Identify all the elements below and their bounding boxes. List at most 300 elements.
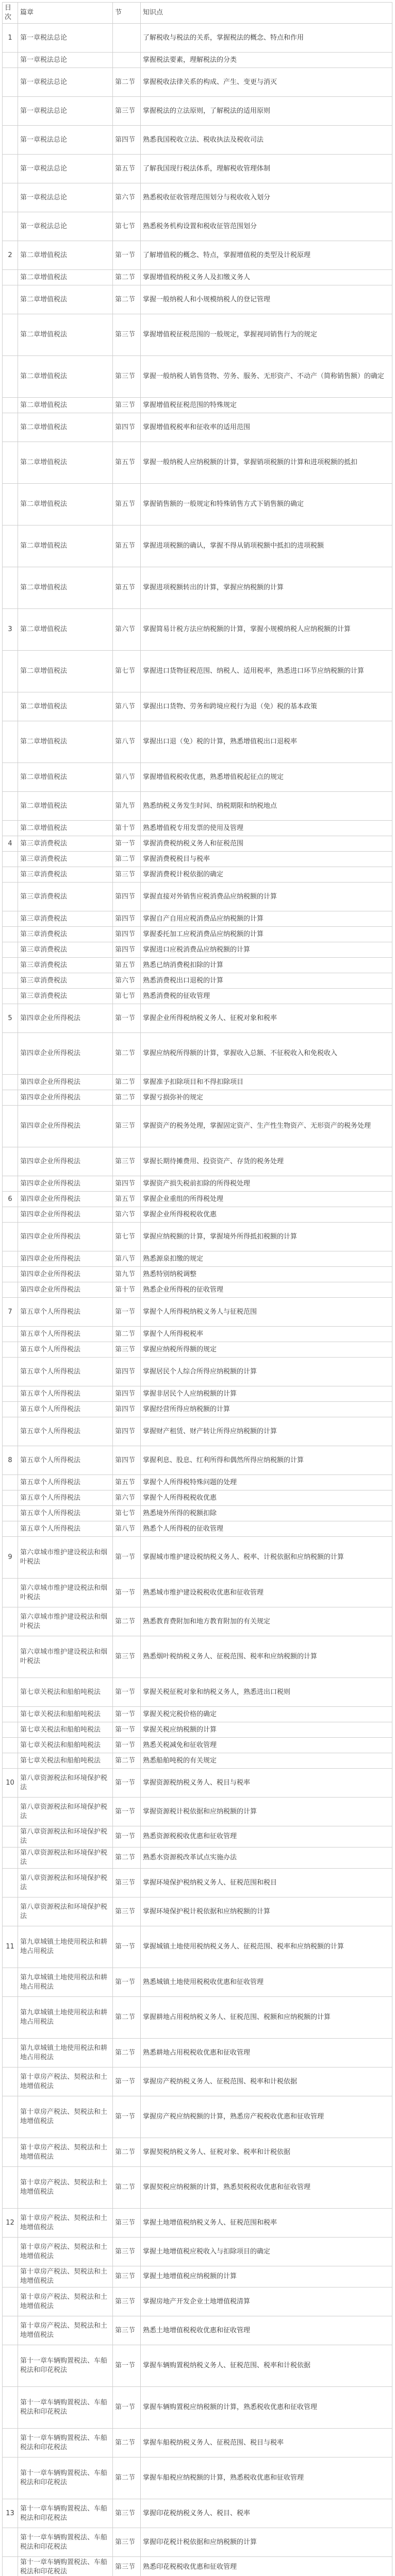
table-row xyxy=(3,1707,392,1722)
row-day-cell xyxy=(3,2266,18,2287)
table-row xyxy=(3,1358,392,1386)
row-day-cell xyxy=(3,2528,18,2557)
row-section-cell: 第四节 xyxy=(113,883,141,911)
row-section-cell: 第七节 xyxy=(113,651,141,692)
table-header-row xyxy=(3,3,392,24)
row-knowledge-cell: 掌握亏损弥补的规定 xyxy=(141,1090,392,1106)
table-row xyxy=(3,1223,392,1251)
row-section-cell: 第一节 xyxy=(113,1968,141,1997)
table-row xyxy=(3,1298,392,1327)
table-body xyxy=(3,24,392,2576)
row-section-cell: 第三节 xyxy=(113,867,141,883)
row-knowledge-cell: 掌握委托加工应税消费品应纳税额的计算 xyxy=(141,927,392,942)
table-row xyxy=(3,2067,392,2096)
row-section-cell: 第四节 xyxy=(113,1358,141,1386)
row-section-cell: 第二节 xyxy=(113,270,141,285)
row-knowledge-cell: 掌握关税应纳税额的计算 xyxy=(141,1722,392,1738)
table-row xyxy=(3,836,392,852)
row-knowledge-cell: 掌握房产税纳税义务人、征税范围、税率和计税依据 xyxy=(141,2067,392,2096)
row-section-cell: 第七节 xyxy=(113,1223,141,1251)
row-knowledge-cell: 掌握一般纳税人销售货物、劳务、服务、无形资产、不动产（简称销售额）的确定 xyxy=(141,356,392,398)
row-section-cell: 第七节 xyxy=(113,1506,141,1521)
row-section-cell: 第二节 xyxy=(113,1090,141,1106)
row-section-cell: 第四节 xyxy=(113,1417,141,1446)
row-day-cell xyxy=(3,1386,18,1402)
row-section-cell xyxy=(113,24,141,53)
table-row xyxy=(3,1506,392,1521)
table-row xyxy=(3,270,392,285)
row-section-cell: 第四节 xyxy=(113,911,141,927)
table-row xyxy=(3,852,392,867)
row-chapter-cell: 第一章税法总论 xyxy=(18,24,113,53)
row-knowledge-cell: 掌握应纳税所得额的计算，掌握收入总额、不征税收入和免税收入 xyxy=(141,1033,392,1075)
row-section-cell: 第三节 xyxy=(113,2316,141,2345)
row-chapter-cell: 第九章城镇土地使用税法和耕地占用税法 xyxy=(18,1968,113,1997)
row-section-cell: 第三节 xyxy=(113,2528,141,2557)
row-chapter-cell: 第八章资源税法和环境保护税法 xyxy=(18,1848,113,1869)
row-day-cell: 6 xyxy=(3,1192,18,1207)
row-chapter-cell: 第二章增值税法 xyxy=(18,398,113,413)
row-chapter-cell: 第二章增值税法 xyxy=(18,484,113,526)
row-knowledge-cell: 掌握环境保护税纳税义务人、征税范围和税目 xyxy=(141,1869,392,1897)
row-chapter-cell: 第九章城镇土地使用税法和耕地占用税法 xyxy=(18,2039,113,2067)
row-day-cell xyxy=(3,1475,18,1490)
row-section-cell: 第八节 xyxy=(113,1521,141,1537)
row-knowledge-cell: 掌握增值税征税范围的特殊规定 xyxy=(141,398,392,413)
row-knowledge-cell: 掌握城镇土地使用税纳税义务人、征税范围、税率和应纳税额的计算 xyxy=(141,1926,392,1968)
row-section-cell: 第二节 xyxy=(113,1327,141,1342)
row-section-cell: 第二节 xyxy=(113,2429,141,2458)
row-day-cell xyxy=(3,1342,18,1358)
row-section-cell: 第一节 xyxy=(113,2387,141,2429)
row-knowledge-cell: 熟悉特别纳税调整 xyxy=(141,1267,392,1282)
row-chapter-cell: 第三章消费税法 xyxy=(18,867,113,883)
row-chapter-cell: 第二章增值税法 xyxy=(18,609,113,651)
row-day-cell xyxy=(3,1521,18,1537)
row-chapter-cell: 第五章个人所得税法 xyxy=(18,1342,113,1358)
row-knowledge-cell: 掌握契税纳税义务人、征税对象、税率和计税依据 xyxy=(141,2138,392,2167)
row-chapter-cell: 第四章企业所得税法 xyxy=(18,1004,113,1033)
row-day-cell xyxy=(3,1753,18,1769)
row-day-cell xyxy=(3,1506,18,1521)
row-section-cell: 第四节 xyxy=(113,927,141,942)
row-section-cell: 第七节 xyxy=(113,212,141,241)
row-day-cell xyxy=(3,1402,18,1417)
row-knowledge-cell: 熟悉城市维护建设税税收优惠和征收管理 xyxy=(141,1579,392,1607)
row-chapter-cell: 第十一章车辆购置税法、车船税法和印花税法 xyxy=(18,2499,113,2528)
table-row xyxy=(3,1417,392,1446)
row-knowledge-cell: 熟悉印花税税收优惠和征收管理 xyxy=(141,2557,392,2576)
row-chapter-cell: 第四章企业所得税法 xyxy=(18,1090,113,1106)
row-day-cell xyxy=(3,1636,18,1678)
row-chapter-cell: 第十一章车辆购置税法、车船税法和印花税法 xyxy=(18,2458,113,2499)
row-chapter-cell: 第六章城市维护建设税法和烟叶税法 xyxy=(18,1579,113,1607)
table-row xyxy=(3,2528,392,2557)
row-day-cell: 9 xyxy=(3,1537,18,1579)
table-row xyxy=(3,183,392,212)
row-day-cell xyxy=(3,1897,18,1926)
table-row xyxy=(3,1327,392,1342)
row-day-cell xyxy=(3,958,18,973)
row-chapter-cell: 第四章企业所得税法 xyxy=(18,1282,113,1298)
row-chapter-cell: 第十章房产税法、契税法和土地增值税法 xyxy=(18,2266,113,2287)
row-day-cell: 4 xyxy=(3,836,18,852)
row-knowledge-cell: 掌握土地增值税应税收入与扣除项目的确定 xyxy=(141,2238,392,2266)
table-row xyxy=(3,1033,392,1075)
table-row xyxy=(3,1090,392,1106)
row-knowledge-cell: 熟悉我国税收立法、税收执法及税收司法 xyxy=(141,126,392,155)
table-row xyxy=(3,1738,392,1753)
row-chapter-cell: 第十一章车辆购置税法、车船税法和印花税法 xyxy=(18,2528,113,2557)
row-section-cell xyxy=(113,53,141,68)
row-chapter-cell: 第二章增值税法 xyxy=(18,526,113,567)
row-section-cell: 第一节 xyxy=(113,2067,141,2096)
row-knowledge-cell: 掌握经营所得应纳税额的计算 xyxy=(141,1402,392,1417)
row-chapter-cell: 第三章消费税法 xyxy=(18,852,113,867)
table-row xyxy=(3,1386,392,1402)
row-knowledge-cell: 掌握增值税税收优惠，熟悉增值税起征点的规定 xyxy=(141,763,392,792)
row-chapter-cell: 第一章税法总论 xyxy=(18,212,113,241)
study-plan-sheet xyxy=(2,2,392,2576)
row-knowledge-cell: 熟悉企业所得税的征收管理 xyxy=(141,1282,392,1298)
row-knowledge-cell: 掌握消费税计税依据的确定 xyxy=(141,867,392,883)
row-section-cell: 第三节 xyxy=(113,2209,141,2238)
row-section-cell: 第三节 xyxy=(113,1342,141,1358)
table-row xyxy=(3,867,392,883)
table-row xyxy=(3,2557,392,2576)
row-day-cell xyxy=(3,1327,18,1342)
row-knowledge-cell: 掌握税法要素，理解税法的分类 xyxy=(141,53,392,68)
row-section-cell: 第五节 xyxy=(113,567,141,609)
row-section-cell: 第四节 xyxy=(113,413,141,442)
row-day-cell xyxy=(3,821,18,836)
table-row xyxy=(3,1753,392,1769)
row-day-cell xyxy=(3,484,18,526)
row-section-cell: 第三节 xyxy=(113,1147,141,1176)
row-knowledge-cell: 熟悉教育费附加和地方教育附加的有关规定 xyxy=(141,1607,392,1636)
table-row xyxy=(3,1147,392,1176)
table-row xyxy=(3,1446,392,1475)
row-knowledge-cell: 熟悉税收征收管理范围划分与税收收入划分 xyxy=(141,183,392,212)
row-knowledge-cell: 掌握税法的立法原则，了解税法的适用原则 xyxy=(141,97,392,126)
row-section-cell: 第五节 xyxy=(113,155,141,183)
row-chapter-cell: 第十章房产税法、契税法和土地增值税法 xyxy=(18,2096,113,2138)
row-section-cell: 第四节 xyxy=(113,1386,141,1402)
row-section-cell: 第二节 xyxy=(113,1607,141,1636)
row-day-cell xyxy=(3,883,18,911)
row-day-cell xyxy=(3,97,18,126)
table-row xyxy=(3,609,392,651)
row-day-cell xyxy=(3,852,18,867)
table-row xyxy=(3,1490,392,1506)
row-chapter-cell: 第二章增值税法 xyxy=(18,821,113,836)
table-row xyxy=(3,763,392,792)
row-chapter-cell: 第五章个人所得税法 xyxy=(18,1327,113,1342)
row-day-cell xyxy=(3,1090,18,1106)
row-day-cell xyxy=(3,692,18,721)
row-chapter-cell: 第二章增值税法 xyxy=(18,763,113,792)
row-knowledge-cell: 掌握出口货物、劳务和跨境应税行为退（免）税的基本政策 xyxy=(141,692,392,721)
row-chapter-cell: 第四章企业所得税法 xyxy=(18,1033,113,1075)
row-day-cell xyxy=(3,155,18,183)
row-knowledge-cell: 掌握个人所得税特殊问题的处理 xyxy=(141,1475,392,1490)
row-day-cell: 13 xyxy=(3,2499,18,2528)
table-row xyxy=(3,692,392,721)
row-day-cell xyxy=(3,1267,18,1282)
table-row xyxy=(3,1897,392,1926)
table-row xyxy=(3,314,392,356)
table-row xyxy=(3,1848,392,1869)
table-row xyxy=(3,212,392,241)
row-section-cell: 第三节 xyxy=(113,2238,141,2266)
row-knowledge-cell: 掌握增值税征税范围的一般规定，掌握视同销售行为的规定 xyxy=(141,314,392,356)
row-day-cell xyxy=(3,2287,18,2316)
row-day-cell xyxy=(3,1075,18,1090)
row-day-cell xyxy=(3,314,18,356)
row-section-cell: 第五节 xyxy=(113,1192,141,1207)
row-chapter-cell: 第六章城市维护建设税法和烟叶税法 xyxy=(18,1537,113,1579)
row-section-cell: 第一节 xyxy=(113,1769,141,1798)
row-day-cell xyxy=(3,567,18,609)
row-chapter-cell: 第一章税法总论 xyxy=(18,183,113,212)
row-knowledge-cell: 熟悉源泉扣缴的规定 xyxy=(141,1251,392,1267)
row-section-cell: 第四节 xyxy=(113,126,141,155)
row-day-cell xyxy=(3,1678,18,1707)
table-row xyxy=(3,398,392,413)
row-section-cell: 第三节 xyxy=(113,1897,141,1926)
row-chapter-cell: 第四章企业所得税法 xyxy=(18,1251,113,1267)
row-day-cell xyxy=(3,1968,18,1997)
row-day-cell: 8 xyxy=(3,1446,18,1475)
table-row xyxy=(3,1678,392,1707)
table-row xyxy=(3,2345,392,2387)
row-day-cell xyxy=(3,1848,18,1869)
row-chapter-cell: 第二章增值税法 xyxy=(18,567,113,609)
row-day-cell xyxy=(3,68,18,97)
row-day-cell: 12 xyxy=(3,2209,18,2238)
row-knowledge-cell: 掌握房产税应纳税额的计算，熟悉房产税税收优惠和征收管理 xyxy=(141,2096,392,2138)
table-row xyxy=(3,1475,392,1490)
row-section-cell: 第一节 xyxy=(113,1738,141,1753)
row-chapter-cell: 第二章增值税法 xyxy=(18,721,113,763)
table-row xyxy=(3,1192,392,1207)
row-chapter-cell: 第十章房产税法、契税法和土地增值税法 xyxy=(18,2167,113,2209)
row-day-cell xyxy=(3,1869,18,1897)
row-section-cell: 第三节 xyxy=(113,97,141,126)
row-section-cell: 第三节 xyxy=(113,1869,141,1897)
row-day-cell xyxy=(3,1176,18,1192)
row-knowledge-cell: 熟悉土地增值税税收优惠和征收管理 xyxy=(141,2316,392,2345)
row-day-cell xyxy=(3,2238,18,2266)
row-chapter-cell: 第二章增值税法 xyxy=(18,442,113,484)
row-knowledge-cell: 熟悉税务机构设置和税收征管范围划分 xyxy=(141,212,392,241)
row-day-cell xyxy=(3,1607,18,1636)
row-chapter-cell: 第四章企业所得税法 xyxy=(18,1223,113,1251)
row-day-cell xyxy=(3,2067,18,2096)
study-plan-table xyxy=(2,2,392,2576)
row-chapter-cell: 第三章消费税法 xyxy=(18,911,113,927)
table-row xyxy=(3,285,392,314)
row-knowledge-cell: 掌握资源税计税依据和应纳税额的计算 xyxy=(141,1798,392,1826)
row-knowledge-cell: 熟悉已纳消费税扣除的计算 xyxy=(141,958,392,973)
row-section-cell: 第六节 xyxy=(113,973,141,989)
row-day-cell xyxy=(3,2138,18,2167)
table-row xyxy=(3,1402,392,1417)
row-chapter-cell: 第五章个人所得税法 xyxy=(18,1358,113,1386)
row-day-cell xyxy=(3,1722,18,1738)
row-knowledge-cell: 熟悉增值税专用发票的使用及管理 xyxy=(141,821,392,836)
table-row xyxy=(3,651,392,692)
row-section-cell: 第三节 xyxy=(113,398,141,413)
row-knowledge-cell: 掌握利息、股息、红利所得和偶然所得应纳税额的计算 xyxy=(141,1446,392,1475)
row-day-cell xyxy=(3,2167,18,2209)
row-day-cell xyxy=(3,651,18,692)
table-row xyxy=(3,1521,392,1537)
row-knowledge-cell: 掌握关税完税价格的确定 xyxy=(141,1707,392,1722)
table-row xyxy=(3,241,392,270)
row-section-cell: 第一节 xyxy=(113,1722,141,1738)
row-knowledge-cell: 掌握进口货物征税范围、纳税人、适用税率，熟悉进口环节应纳税额的计算 xyxy=(141,651,392,692)
row-section-cell: 第八节 xyxy=(113,763,141,792)
row-knowledge-cell: 熟悉船舶吨税的有关规定 xyxy=(141,1753,392,1769)
row-chapter-cell: 第二章增值税法 xyxy=(18,792,113,821)
row-knowledge-cell: 熟悉境外所得的税额扣除 xyxy=(141,1506,392,1521)
row-chapter-cell: 第二章增值税法 xyxy=(18,241,113,270)
row-day-cell: 1 xyxy=(3,24,18,53)
row-day-cell: 7 xyxy=(3,1298,18,1327)
row-chapter-cell: 第二章增值税法 xyxy=(18,692,113,721)
table-row xyxy=(3,2316,392,2345)
row-section-cell: 第一节 xyxy=(113,1579,141,1607)
row-section-cell: 第五节 xyxy=(113,958,141,973)
table-row xyxy=(3,2039,392,2067)
row-chapter-cell: 第五章个人所得税法 xyxy=(18,1402,113,1417)
table-row xyxy=(3,413,392,442)
row-chapter-cell: 第五章个人所得税法 xyxy=(18,1386,113,1402)
row-day-cell xyxy=(3,126,18,155)
row-chapter-cell: 第十章房产税法、契税法和土地增值税法 xyxy=(18,2209,113,2238)
row-section-cell: 第二节 xyxy=(113,2138,141,2167)
row-day-cell xyxy=(3,989,18,1004)
row-chapter-cell: 第七章关税法和船舶吨税法 xyxy=(18,1753,113,1769)
row-chapter-cell: 第五章个人所得税法 xyxy=(18,1417,113,1446)
row-knowledge-cell: 掌握印花税纳税义务人、税目、税率 xyxy=(141,2499,392,2528)
row-knowledge-cell: 掌握消费税纳税义务人和征税范围 xyxy=(141,836,392,852)
row-day-cell: 11 xyxy=(3,1926,18,1968)
row-day-cell xyxy=(3,442,18,484)
row-chapter-cell: 第十一章车辆购置税法、车船税法和印花税法 xyxy=(18,2557,113,2576)
row-chapter-cell: 第五章个人所得税法 xyxy=(18,1521,113,1537)
row-chapter-cell: 第十一章车辆购置税法、车船税法和印花税法 xyxy=(18,2429,113,2458)
table-row xyxy=(3,1722,392,1738)
row-knowledge-cell: 掌握个人所得税纳税义务人与征税范围 xyxy=(141,1298,392,1327)
row-knowledge-cell: 掌握简易计税方法应纳税额的计算，掌握小规模纳税人应纳税额的计算 xyxy=(141,609,392,651)
table-row xyxy=(3,126,392,155)
row-section-cell: 第一节 xyxy=(113,2345,141,2387)
row-section-cell: 第三节 xyxy=(113,2287,141,2316)
row-chapter-cell: 第四章企业所得税法 xyxy=(18,1176,113,1192)
row-section-cell: 第三节 xyxy=(113,1106,141,1147)
row-section-cell: 第四节 xyxy=(113,1402,141,1417)
row-day-cell xyxy=(3,398,18,413)
row-chapter-cell: 第十章房产税法、契税法和土地增值税法 xyxy=(18,2067,113,2096)
row-knowledge-cell: 了解增值税的概念、特点，掌握增值税的类型及计税原理 xyxy=(141,241,392,270)
row-knowledge-cell: 掌握税收法律关系的构成、产生、变更与消灭 xyxy=(141,68,392,97)
row-section-cell: 第二节 xyxy=(113,2458,141,2499)
row-knowledge-cell: 熟悉消费税出口退税的计算 xyxy=(141,973,392,989)
row-section-cell: 第八节 xyxy=(113,1251,141,1267)
row-chapter-cell: 第二章增值税法 xyxy=(18,270,113,285)
row-chapter-cell: 第三章消费税法 xyxy=(18,958,113,973)
row-day-cell xyxy=(3,867,18,883)
row-day-cell xyxy=(3,942,18,958)
row-knowledge-cell: 熟悉水资源税改革试点实施办法 xyxy=(141,1848,392,1869)
table-row xyxy=(3,1176,392,1192)
row-section-cell: 第二节 xyxy=(113,1033,141,1075)
row-knowledge-cell: 掌握车辆购置税应纳税额的计算，熟悉税收优惠和征收管理 xyxy=(141,2387,392,2429)
row-chapter-cell: 第八章资源税法和环境保护税法 xyxy=(18,1769,113,1798)
row-knowledge-cell: 掌握增值税税率和征收率的适用范围 xyxy=(141,413,392,442)
row-section-cell: 第四节 xyxy=(113,1446,141,1475)
row-knowledge-cell: 掌握销售额的一般规定和特殊销售方式下销售额的确定 xyxy=(141,484,392,526)
row-knowledge-cell: 掌握企业所得税纳税义务人、征税对象和税率 xyxy=(141,1004,392,1033)
row-knowledge-cell: 熟悉关税减免和征收管理 xyxy=(141,1738,392,1753)
row-day-cell xyxy=(3,2345,18,2387)
row-section-cell: 第一节 xyxy=(113,1298,141,1327)
row-knowledge-cell: 掌握契税应纳税额的计算，熟悉契税税收优惠和征收管理 xyxy=(141,2167,392,2209)
row-chapter-cell: 第九章城镇土地使用税法和耕地占用税法 xyxy=(18,1926,113,1968)
row-knowledge-cell: 掌握消费税税目与税率 xyxy=(141,852,392,867)
row-day-cell xyxy=(3,763,18,792)
row-knowledge-cell: 掌握企业重组的所得税处理 xyxy=(141,1192,392,1207)
row-section-cell: 第六节 xyxy=(113,1490,141,1506)
row-chapter-cell: 第四章企业所得税法 xyxy=(18,1075,113,1090)
row-knowledge-cell: 掌握进项税额的确认，掌握不得从销项税额中抵扣的进项税额 xyxy=(141,526,392,567)
row-knowledge-cell: 掌握一般纳税人和小规模纳税人的登记管理 xyxy=(141,285,392,314)
row-knowledge-cell: 掌握自产自用应税消费品应纳税额的计算 xyxy=(141,911,392,927)
table-row xyxy=(3,821,392,836)
table-row xyxy=(3,1342,392,1358)
table-row xyxy=(3,989,392,1004)
row-section-cell: 第四节 xyxy=(113,1176,141,1192)
row-day-cell: 3 xyxy=(3,609,18,651)
row-knowledge-cell: 了解税收与税法的关系，掌握税法的概念、特点和作用 xyxy=(141,24,392,53)
table-row xyxy=(3,2387,392,2429)
row-section-cell: 第一节 xyxy=(113,1004,141,1033)
row-section-cell: 第一节 xyxy=(113,241,141,270)
row-knowledge-cell: 熟悉纳税义务发生时间、纳税期限和纳税地点 xyxy=(141,792,392,821)
row-section-cell: 第二节 xyxy=(113,68,141,97)
row-day-cell xyxy=(3,1707,18,1722)
header-day: 日次 xyxy=(3,3,18,24)
row-day-cell: 2 xyxy=(3,241,18,270)
row-knowledge-cell: 熟悉资源税税收优惠和征收管理 xyxy=(141,1826,392,1848)
row-chapter-cell: 第六章城市维护建设税法和烟叶税法 xyxy=(18,1636,113,1678)
row-section-cell: 第十节 xyxy=(113,1282,141,1298)
row-day-cell xyxy=(3,2096,18,2138)
row-section-cell: 第三节 xyxy=(113,2557,141,2576)
table-row xyxy=(3,1926,392,1968)
row-section-cell: 第八节 xyxy=(113,692,141,721)
table-row xyxy=(3,2238,392,2266)
row-section-cell: 第二节 xyxy=(113,2039,141,2067)
table-row xyxy=(3,1004,392,1033)
table-row xyxy=(3,958,392,973)
row-chapter-cell: 第十一章车辆购置税法、车船税法和印花税法 xyxy=(18,2387,113,2429)
table-row xyxy=(3,973,392,989)
row-day-cell xyxy=(3,2429,18,2458)
row-day-cell xyxy=(3,53,18,68)
